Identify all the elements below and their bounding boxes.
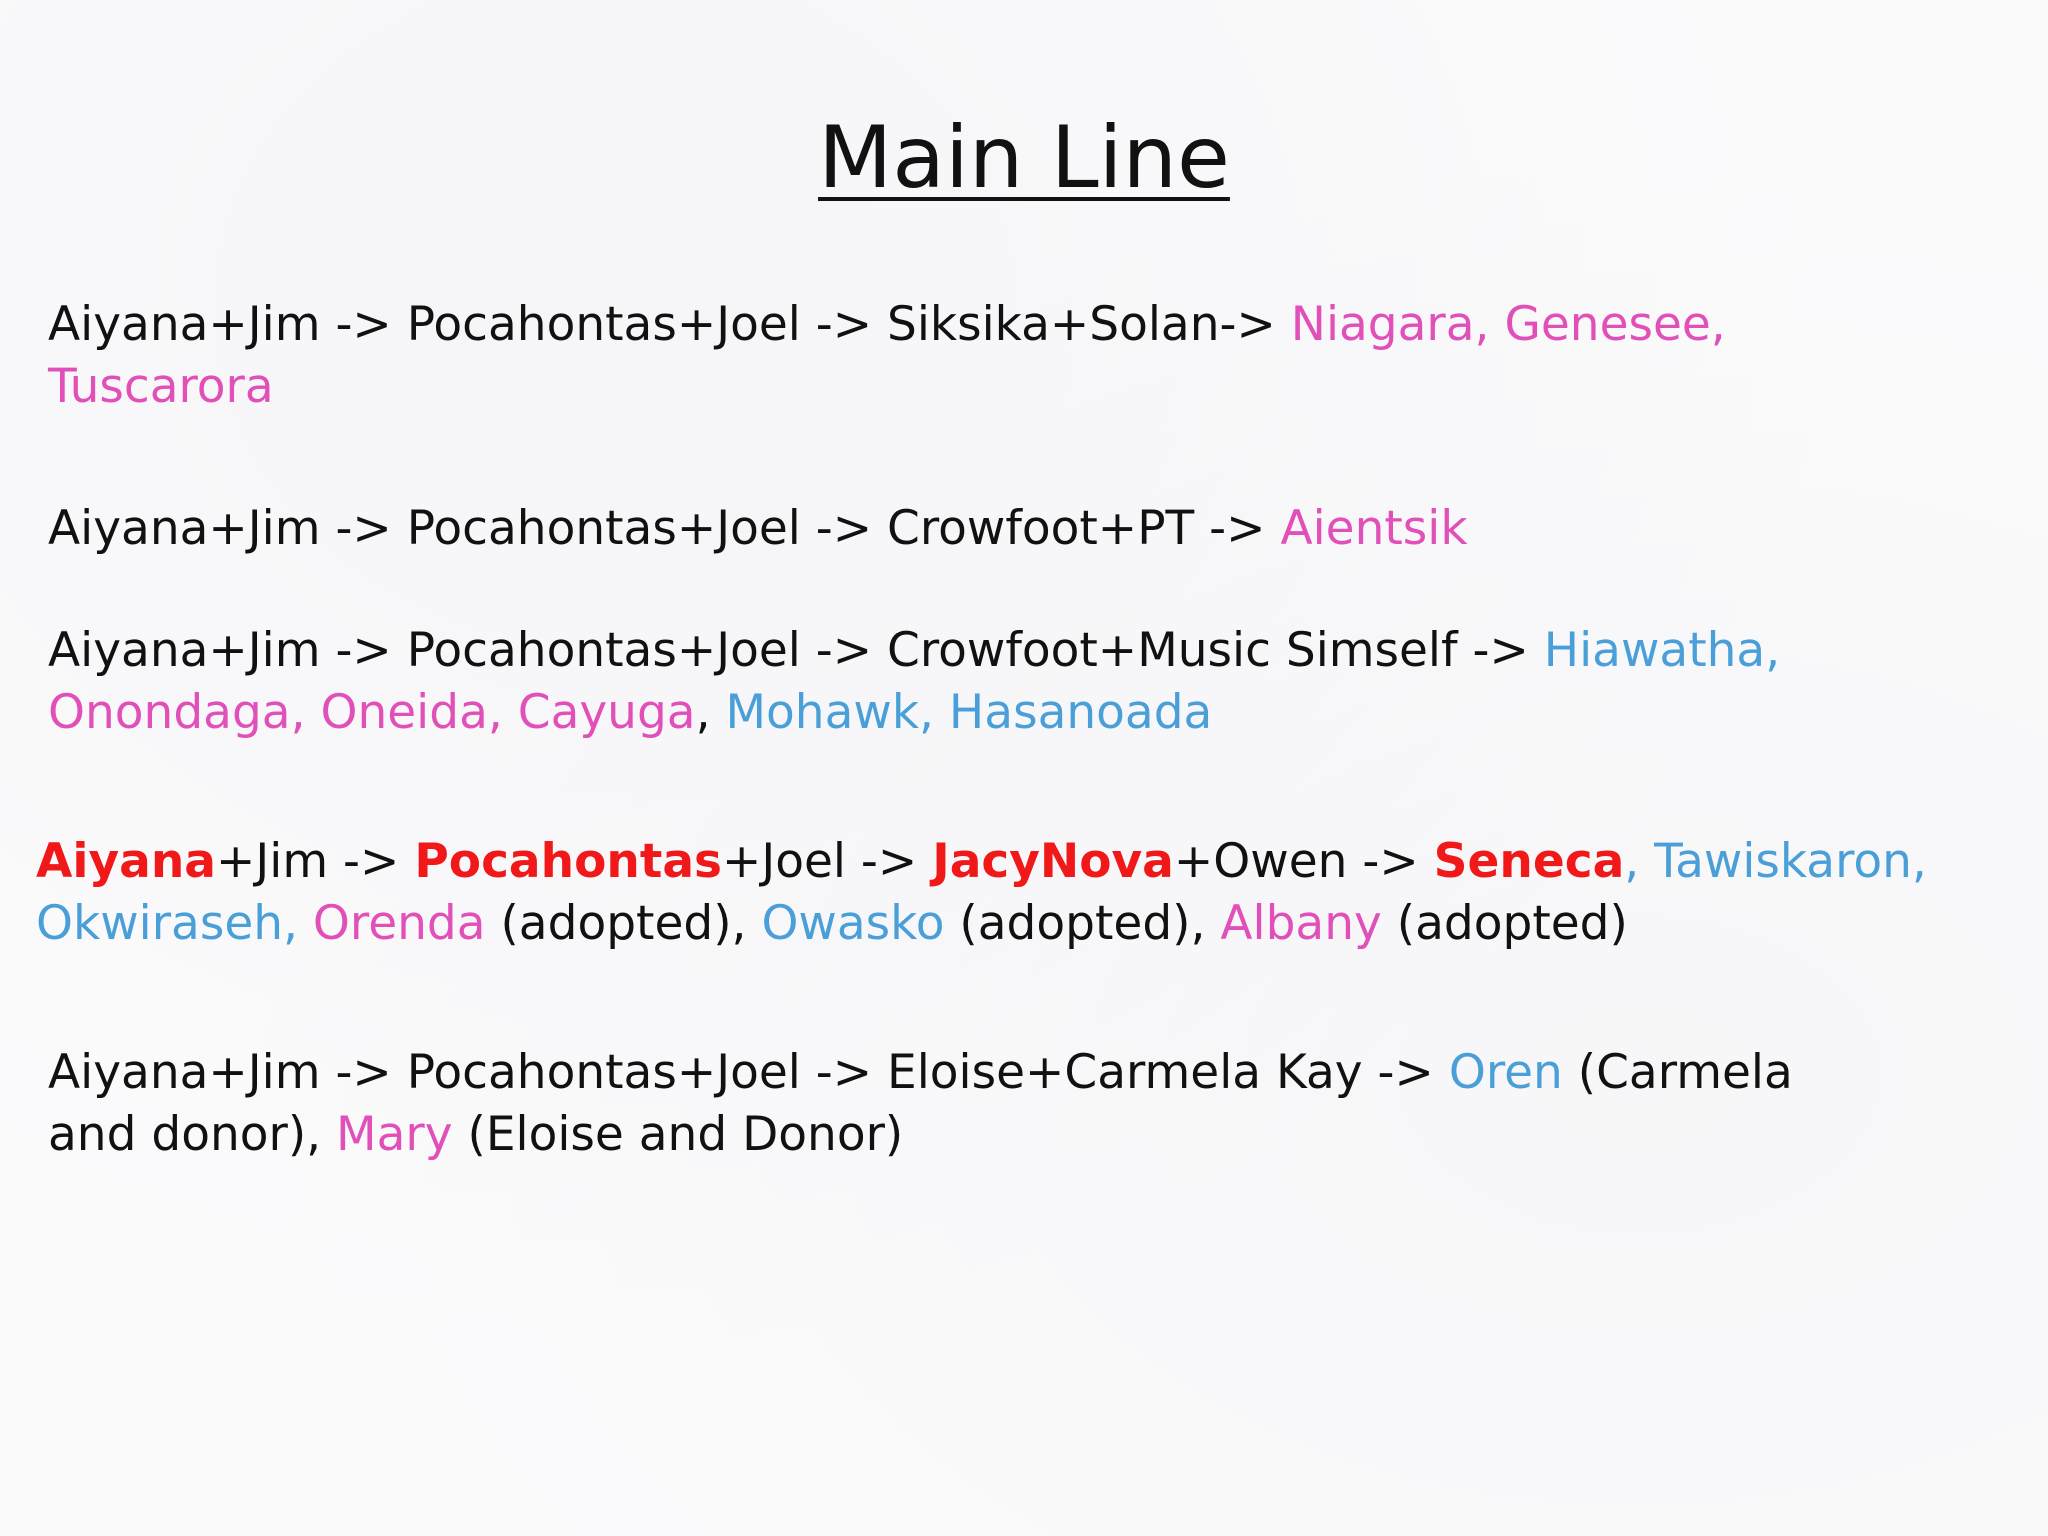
text-run: Mohawk, Hasanoada [725, 685, 1213, 740]
lineage-entry-1 [48, 294, 1726, 418]
entry-line [36, 831, 1927, 893]
text-run: +Joel -> [722, 834, 933, 889]
text-run: Aiyana+Jim -> Pocahontas+Joel -> Siksika+Solan-> [48, 297, 1291, 352]
text-run: +Owen -> [1173, 834, 1434, 889]
text-run: Hiawatha, [1543, 623, 1781, 678]
entry-line [48, 1104, 1793, 1166]
page-title-text: Main Line [818, 108, 1230, 208]
text-run: JacyNova [932, 834, 1174, 889]
text-run: , Tawiskaron, [1624, 834, 1927, 889]
text-run: (adopted) [1381, 896, 1628, 951]
lineage-entry-4 [36, 831, 1927, 955]
text-run: (adopted), [944, 896, 1221, 951]
text-run: Aientsik [1280, 501, 1468, 556]
text-run: (Carmela [1562, 1045, 1793, 1100]
lineage-entry-2 [48, 498, 1468, 560]
text-run: (adopted), [485, 896, 762, 951]
page-title [0, 108, 2048, 208]
text-run: +Jim -> [216, 834, 415, 889]
entry-line [48, 294, 1726, 356]
lineage-entry-3 [48, 620, 1780, 744]
text-run: Owasko [761, 896, 945, 951]
text-run: Oren [1448, 1045, 1563, 1100]
text-run: Aiyana+Jim -> Pocahontas+Joel -> Eloise+Carmela Kay -> [48, 1045, 1449, 1100]
text-run: Mary [336, 1107, 453, 1162]
text-run: and donor), [48, 1107, 337, 1162]
entry-line [48, 498, 1468, 560]
text-run: Pocahontas [414, 834, 723, 889]
entry-line [48, 682, 1780, 744]
text-run: Tuscarora [48, 359, 274, 414]
entry-line [48, 1042, 1793, 1104]
lineage-entry-5 [48, 1042, 1793, 1166]
text-run: Aiyana+Jim -> Pocahontas+Joel -> Crowfoot+Music Simself -> [48, 623, 1544, 678]
text-run: Albany [1220, 896, 1382, 951]
text-run: Seneca [1433, 834, 1625, 889]
entry-line [48, 620, 1780, 682]
text-run: Aiyana+Jim -> Pocahontas+Joel -> Crowfoot+PT -> [48, 501, 1281, 556]
text-run: (Eloise and Donor) [452, 1107, 904, 1162]
entry-line [36, 893, 1927, 955]
text-run: Orenda [312, 896, 486, 951]
text-run: Onondaga, Oneida, Cayuga [48, 685, 696, 740]
entry-line [48, 356, 1726, 418]
text-run: , [695, 685, 726, 740]
text-run: Aiyana [36, 834, 217, 889]
text-run: Niagara, Genesee, [1290, 297, 1726, 352]
text-run: Okwiraseh, [36, 896, 313, 951]
